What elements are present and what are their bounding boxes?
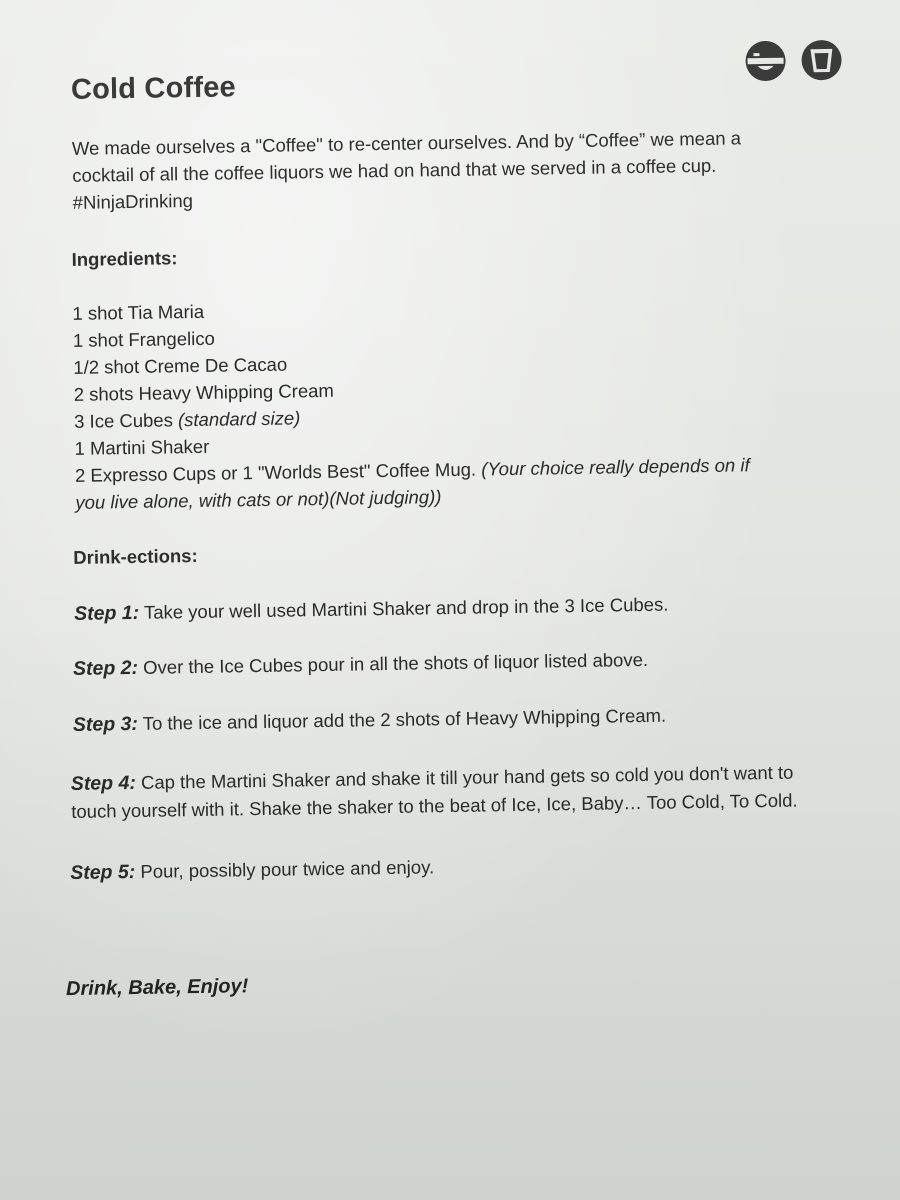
- step-3: [73, 698, 893, 739]
- intro-line: cocktail of all the coffee liquors we had on hand that we served in a coffee cup.: [72, 154, 717, 186]
- step-text: To the ice and liquor add the 2 shots of Heavy Whipping Cream.: [137, 704, 667, 734]
- logo: [743, 38, 854, 84]
- ingredient-item: 2 shots Heavy Whipping Cream: [73, 379, 334, 405]
- step-label: Step 3:: [72, 712, 139, 736]
- step-text: Pour, possibly pour twice and enjoy.: [135, 856, 435, 882]
- step-1: [74, 587, 894, 628]
- ingredient-item: 1/2 shot Creme De Cacao: [73, 353, 288, 378]
- ingredient-item: 2 Expresso Cups or 1 "Worlds Best" Coffee Mug. (Your choice really depends on if: [74, 454, 750, 486]
- ingredients-heading: Ingredients:: [71, 247, 178, 270]
- intro-hashtag: #NinjaDrinking: [72, 189, 194, 213]
- directions-heading: Drink-ections:: [73, 544, 198, 568]
- intro-line: We made ourselves a "Coffee" to re-center ourselves. And by “Coffee” we mean a: [71, 127, 742, 159]
- sign-bowl-icon: [745, 41, 786, 82]
- step-text: Take your well used Martini Shaker and drop in the 3 Ice Cubes.: [139, 593, 669, 623]
- step-text: Cap the Martini Shaker and shake it till your hand gets so cold you don't want to: [135, 761, 794, 793]
- ingredient-note: you live alone, with cats or not)(Not judging)): [75, 486, 442, 513]
- step-label: Step 2:: [72, 656, 139, 680]
- ingredient-item: 1 shot Tia Maria: [72, 300, 205, 324]
- ingredient-item: 1 Martini Shaker: [74, 435, 210, 459]
- ingredient-item: 1 shot Frangelico: [72, 327, 215, 351]
- step-text: touch yourself with it. Shake the shaker to the beat of Ice, Ice, Baby… Too Cold, To Cold.: [71, 789, 798, 822]
- step-text: Over the Ice Cubes pour in all the shots of liquor listed above.: [137, 648, 649, 678]
- step-4: [71, 757, 892, 826]
- ingredient-note: (standard size): [177, 407, 301, 431]
- intro-paragraph: [72, 123, 833, 216]
- cup-icon: [801, 40, 842, 81]
- signoff: Drink, Bake, Enjoy!: [65, 975, 249, 1001]
- ingredients-list: [72, 287, 875, 516]
- step-5: [70, 846, 890, 887]
- step-label: Step 5:: [70, 860, 136, 884]
- ingredient-item: 3 Ice Cubes (standard size): [73, 407, 301, 432]
- recipe-title: Cold Coffee: [70, 71, 237, 106]
- step-label: Step 4:: [70, 771, 137, 795]
- step-label: Step 1:: [73, 601, 140, 625]
- step-2: [73, 642, 893, 683]
- ingredient-note: (Your choice really depends on if: [481, 454, 750, 480]
